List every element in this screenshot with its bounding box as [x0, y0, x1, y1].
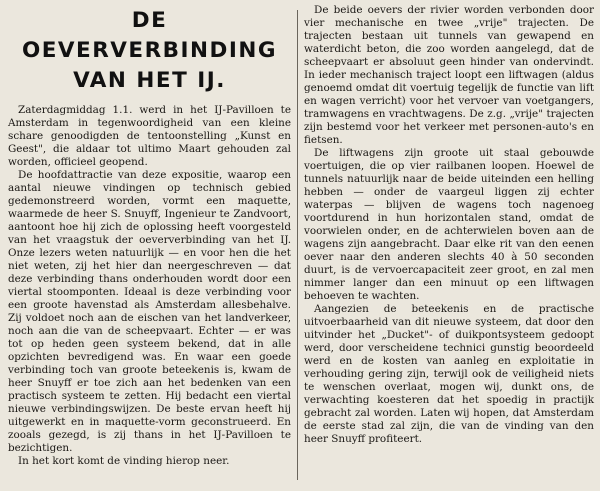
right-column	[304, 4, 594, 446]
left-article-body	[8, 104, 291, 468]
column-divider	[297, 10, 298, 480]
paragraph: Aangezien de beteekenis en de practische uitvoerbaarheid van dit nieuwe systeem, dat door den uitvinder het „Ducket"- of duikpontsysteem gedoopt werd, door verscheidene technici gunstig beoordeeld werd en de kosten van aanleg en exploitatie in verhouding gering zijn, terwijl ook de veiligheid niets te wenschen overlaat, mogen wij, dunkt ons, de verwachting koesteren dat het spoedig in practijk gebracht zal worden. Laten wij hopen, dat Amsterdam de eerste stad zal zijn, die van de vinding van den heer Snuyff profiteert.	[304, 303, 594, 445]
paragraph: De liftwagens zijn groote uit staal gebouwde voertuigen, die op vier railbanen loopen. Hoewel de tunnels natuurlijk naar de beide uiteinden een helling hebben — onder de vaargeul liggen zij echter waterpas — blijven de wagens toch nagenoeg voortdurend in hun horizontalen stand, omdat de voorwielen onder, en de achterwielen boven aan de wagens zijn aangebracht. Daar elke rit van den eenen oever naar den anderen slechts 40 à 50 seconden duurt, is de vervoercapaciteit zeer groot, en zal men nimmer langer dan een minuut op een liftwagen behoeven te wachten.	[304, 147, 594, 302]
left-column	[8, 4, 291, 468]
headline-line-2: VAN HET IJ.	[73, 68, 226, 93]
headline-line-1: DE OEVERVERBINDING	[21, 8, 278, 63]
paragraph: De beide oevers der rivier worden verbonden door vier mechanische en twee „vrije" trajecten. De trajecten bestaan uit tunnels van gewapend en waterdicht beton, die zoo worden aangelegd, dat de scheepvaart er absoluut geen hinder van ondervindt. In ieder mechanisch traject loopt een liftwagen (aldus genoemd omdat dit voertuig tegelijk de functie van lift en wagen verricht) voor het vervoer van voetgangers, tramwagens en vrachtwagens. De z.g. „vrije" trajecten zijn bestemd voor het verkeer met personen-auto's en fietsen.	[304, 4, 594, 146]
article-headline	[8, 6, 291, 96]
paragraph: In het kort komt de vinding hierop neer.	[18, 455, 230, 467]
paragraph: De hoofdattractie van deze expositie, waarop een aantal nieuwe vindingen op technisch gebied gedemonstreerd worden, vormt een maquette, waarmede de heer S. Snuyff, Ingenieur te Zandvoort, aantoont hoe hij zich de oplossing heeft voorgesteld van het vraagstuk der oeververbinding van het IJ. Onze lezers weten natuurlijk — en voor hen die het niet weten, zij het hier dan neergeschreven — dat deze verbinding thans onderhouden wordt door een viertal stoomponten. Ideaal is deze verbinding voor een groote havenstad als Amsterdam allesbehalve. Zij voldoet noch aan de eischen van het landverkeer, noch aan die van de scheepvaart. Echter — er was tot op heden geen systeem bekend, dat in alle opzichten bevredigend was. En waar een goede verbinding toch van groote beteekenis is, kwam de heer Snuyff er toe zich aan het bedenken van een practisch systeem te zetten. Hij bedacht een viertal nieuwe verbindingswijzen. De beste ervan heeft hij uitgewerkt en in maquette-vorm geconstrueerd. En zooals gezegd, is zij thans in het IJ-Pavilloen te bezichtigen.	[8, 169, 291, 454]
paragraph: Zaterdagmiddag 1.1. werd in het IJ-Pavilloen te Amsterdam in tegenwoordigheid van een kleine schare genoodigden de tentoonstelling „Kunst en Geest", die aldaar tot ultimo Maart gehouden zal worden, officieel geopend.	[8, 104, 291, 168]
